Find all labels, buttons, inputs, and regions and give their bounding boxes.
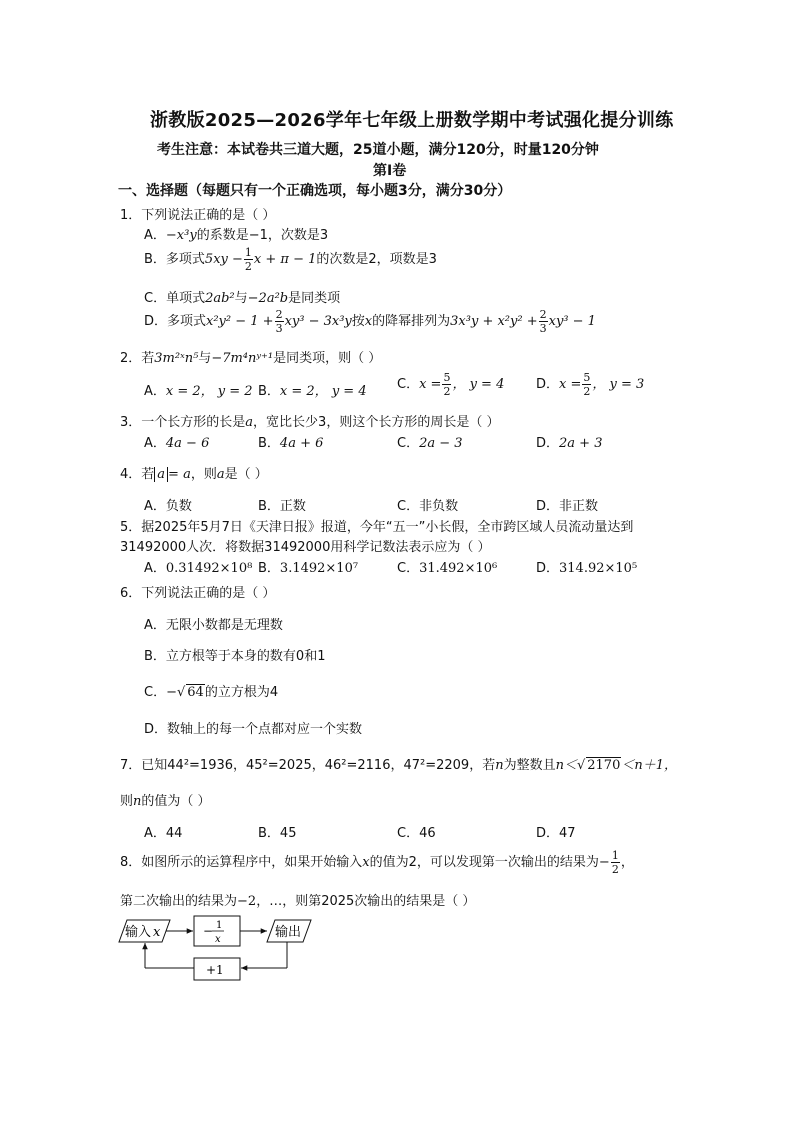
- q2-c-pre: x =: [419, 377, 442, 392]
- q7-option-a: A．44: [144, 826, 183, 841]
- q3-a-label: A．: [144, 436, 166, 451]
- q6-option-d: D．数轴上的每一个点都对应一个实数: [144, 722, 363, 737]
- q7-stem-pre: 7．已知44²=1936，45²=2025，46²=2116，47²=2209，若: [120, 758, 496, 773]
- plus-one-label: +1: [206, 963, 224, 977]
- question-3-stem: [120, 411, 499, 430]
- q1-d-expr4: xy³ − 1: [548, 314, 596, 329]
- q7-option-d: D．47: [536, 826, 576, 841]
- q3-option-a: [144, 432, 209, 451]
- q1-c-expr2: −2a²b: [247, 291, 289, 306]
- q1-option-b: [144, 247, 437, 272]
- op-sign: −: [203, 924, 214, 938]
- q5-c-expr: 31.492×10⁶: [419, 561, 498, 576]
- q2-expr2: −7m⁴nʸ⁺¹: [211, 351, 274, 366]
- q1-d-expr3: 3x³y + x²y² +: [450, 314, 538, 329]
- q5-b-expr: 3.1492×10⁷: [279, 561, 359, 576]
- q2-mid: 与: [198, 351, 212, 366]
- q7-var-1: n: [495, 758, 504, 773]
- q8-result1-denominator: 2: [611, 863, 619, 876]
- q3-a-expr: 4a − 6: [165, 436, 210, 451]
- q4-option-c: C．非负数: [397, 499, 459, 514]
- question-8-line-2: [120, 890, 475, 909]
- output-label: 输出: [275, 925, 302, 940]
- q1-d-denominator-1: 3: [275, 322, 283, 335]
- q1-d-mid: 按: [351, 314, 365, 329]
- q4-abs-value: a: [154, 467, 168, 482]
- q7-inequality-right: ＜n＋1，: [621, 758, 678, 773]
- q2-a-label: A．: [144, 384, 166, 399]
- q2-option-d: [536, 372, 644, 397]
- q2-d-pre: x =: [559, 377, 582, 392]
- op-numerator: 1: [216, 920, 223, 931]
- q5-option-b: [258, 557, 358, 576]
- q1-c-expr1: 2ab²: [205, 291, 235, 306]
- question-7-line-1: [120, 754, 677, 773]
- q1-b-fraction: [244, 247, 253, 272]
- q5-c-label: C．: [397, 561, 420, 576]
- q1-c-mid: 与: [234, 291, 248, 306]
- q6-c-radical-symbol: √: [176, 685, 186, 700]
- q7-stem-mid: 为整数且: [503, 758, 556, 773]
- q7-line2-post: 的值为（ ）: [141, 794, 211, 809]
- q2-d-label: D．: [536, 377, 560, 392]
- q5-option-d: [536, 557, 637, 576]
- q3-d-label: D．: [536, 436, 560, 451]
- q2-d-post: ， y = 3: [592, 377, 645, 392]
- q2-option-a: [144, 380, 253, 399]
- q3-b-expr: 4a + 6: [279, 436, 324, 451]
- q1-a-text: 的系数是−1，次数是3: [196, 228, 329, 243]
- q2-c-fraction: [442, 372, 451, 397]
- q6-c-radicand: 64: [187, 685, 204, 700]
- q4-option-b: B．正数: [258, 499, 306, 514]
- q7-radicand: 2170: [587, 758, 621, 773]
- question-4-stem: [120, 463, 268, 482]
- q1-d-expr1: x²y² − 1 +: [206, 314, 274, 329]
- q4-eq: = a: [168, 467, 191, 482]
- q2-c-numerator: 5: [443, 371, 451, 384]
- q8-line1-pre: 8．如图所示的运算程序中，如果开始输入: [120, 855, 363, 870]
- q1-c-label: C．单项式: [144, 291, 206, 306]
- q2-stem-pre: 2．若: [120, 351, 155, 366]
- q1-a-label: A．: [144, 228, 166, 243]
- q7-option-b: B．45: [258, 826, 297, 841]
- section-heading: 一、选择题（每题只有一个正确选项，每小题3分，满分30分）: [118, 183, 512, 199]
- q1-b-numerator: 1: [244, 246, 252, 259]
- q5-option-a: [144, 557, 252, 576]
- q4-stem-mid: ，则: [190, 467, 217, 482]
- q7-option-c: C．46: [397, 826, 436, 841]
- q1-option-a: [144, 224, 328, 243]
- q2-d-denominator: 2: [583, 385, 591, 398]
- question-5-line-2: 31492000人次．将数据31492000用科学记数法表示应为（ ）: [120, 540, 491, 555]
- q2-stem-post: 是同类项，则（ ）: [273, 351, 382, 366]
- q2-c-denominator: 2: [443, 385, 451, 398]
- q1-d-fraction-1: [275, 309, 284, 334]
- q4-stem-pre: 4．若: [120, 467, 155, 482]
- question-1-stem: 1．下列说法正确的是（ ）: [120, 208, 276, 223]
- q3-stem-post: ，宽比长少3，则这个长方形的周长是（ ）: [253, 415, 500, 430]
- q1-b-label: B．多项式: [144, 252, 205, 267]
- q5-a-expr: 0.31492×10⁸: [165, 561, 253, 576]
- q2-c-label: C．: [397, 377, 420, 392]
- q8-line2-post: ，…，则第2025次输出的结果是（ ）: [256, 894, 476, 909]
- q1-b-expr2: x + π − 1: [253, 252, 317, 267]
- q6-option-a: A．无限小数都是无理数: [144, 618, 283, 633]
- q5-b-label: B．: [258, 561, 280, 576]
- q8-result1-numerator: 1: [611, 849, 619, 862]
- q2-option-c: [397, 372, 504, 397]
- q1-d-label: D．多项式: [144, 314, 207, 329]
- op-denominator: x: [215, 934, 221, 945]
- question-2-stem: [120, 347, 381, 366]
- q8-line2-pre: 第二次输出的结果为: [120, 894, 238, 909]
- operation-flowchart: [115, 912, 315, 984]
- q1-b-text: 的次数是2，项数是3: [316, 252, 437, 267]
- q3-option-c: [397, 432, 463, 451]
- q3-stem-pre: 3．一个长方形的长是: [120, 415, 246, 430]
- q6-c-sign: −: [166, 685, 177, 700]
- q3-c-expr: 2a − 3: [419, 436, 463, 451]
- q1-d-numerator-2: 2: [539, 308, 547, 321]
- q3-d-expr: 2a + 3: [559, 436, 603, 451]
- q7-line2-pre: 则: [120, 794, 134, 809]
- question-5-line-1: 5．据2025年5月7日《天津日报》报道，今年“五一”小长假，全市跨区域人员流动量达到: [120, 520, 634, 535]
- q3-var: a: [245, 415, 254, 430]
- q1-d-numerator-1: 2: [275, 308, 283, 321]
- q5-d-expr: 314.92×10⁵: [559, 561, 638, 576]
- q4-var: a: [216, 467, 225, 482]
- q2-b-expr: x = 2， y = 4: [279, 384, 367, 399]
- q3-option-d: [536, 432, 602, 451]
- q1-d-denominator-2: 3: [539, 322, 547, 335]
- q5-a-label: A．: [144, 561, 166, 576]
- volume-label: 第Ⅰ卷: [373, 163, 407, 179]
- q5-d-label: D．: [536, 561, 560, 576]
- q2-b-label: B．: [258, 384, 280, 399]
- q2-d-numerator: 5: [583, 371, 591, 384]
- q4-option-a: A．负数: [144, 499, 192, 514]
- q7-radical-symbol: √: [576, 758, 586, 773]
- q2-option-b: [258, 380, 367, 399]
- question-8-line-1: [120, 850, 634, 875]
- input-label: 输入: [125, 925, 152, 940]
- q6-c-label: C．: [144, 685, 167, 700]
- q6-c-text: 的立方根为4: [204, 685, 279, 700]
- q3-option-b: [258, 432, 323, 451]
- q4-stem-post: 是（ ）: [224, 467, 268, 482]
- input-var: x: [153, 925, 161, 940]
- q1-option-d: [144, 309, 596, 334]
- exam-notice: 考生注意：本试卷共三道大题，25道小题，满分120分，时量120分钟: [157, 142, 599, 158]
- question-6-stem: 6．下列说法正确的是（ ）: [120, 586, 276, 601]
- q8-result1-fraction: [611, 850, 620, 875]
- q7-inequality-left: n＜: [555, 758, 577, 773]
- q2-a-expr: x = 2， y = 2: [165, 384, 253, 399]
- q8-line1-end: ，: [620, 855, 634, 870]
- q2-c-post: ， y = 4: [452, 377, 505, 392]
- q1-d-fraction-2: [539, 309, 548, 334]
- q1-d-text: 的降幂排列为: [372, 314, 451, 329]
- q1-b-expr1: 5xy −: [204, 252, 243, 267]
- q5-option-c: [397, 557, 497, 576]
- q3-b-label: B．: [258, 436, 280, 451]
- exam-title: 浙教版2025—2026学年七年级上册数学期中考试强化提分训练: [150, 110, 674, 131]
- q1-d-expr2: xy³ − 3x³y: [284, 314, 352, 329]
- q1-c-text: 是同类项: [288, 291, 341, 306]
- q2-expr1: 3m²ˣn⁵: [154, 351, 199, 366]
- q1-b-denominator: 2: [244, 260, 252, 273]
- q2-d-fraction: [582, 372, 591, 397]
- q6-option-c: [144, 681, 278, 700]
- q8-line1-mid: 的值为2，可以发现第一次输出的结果为: [369, 855, 599, 870]
- q8-var: x: [362, 855, 370, 870]
- q4-option-d: D．非正数: [536, 499, 599, 514]
- q3-c-label: C．: [397, 436, 420, 451]
- q1-a-expr: −x³y: [165, 228, 197, 243]
- q8-result2: −2: [237, 894, 257, 909]
- q1-d-var: x: [364, 314, 373, 329]
- q7-var-2: n: [133, 794, 142, 809]
- question-7-line-2: [120, 790, 211, 809]
- q1-option-c: [144, 287, 340, 306]
- q6-option-b: B．立方根等于本身的数有0和1: [144, 649, 326, 664]
- q8-result1-sign: −: [598, 855, 610, 870]
